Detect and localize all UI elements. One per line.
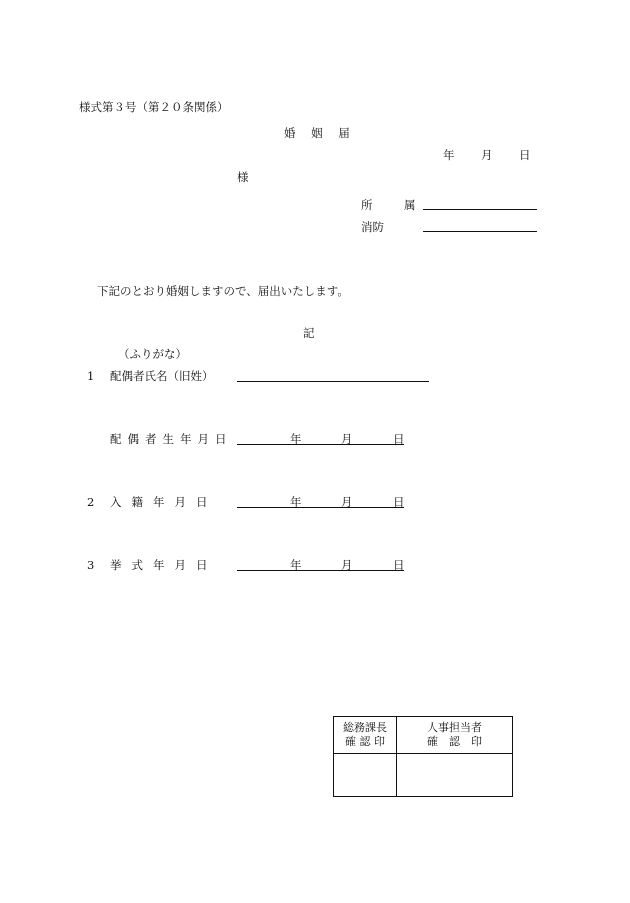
affiliation-label: 所 属 bbox=[361, 198, 426, 212]
department-field[interactable] bbox=[423, 218, 537, 232]
spouse-birth-label: 配偶者生年月日 bbox=[110, 432, 233, 446]
form-number: 様式第３号（第２０条関係） bbox=[79, 100, 229, 114]
general-affairs-title: 総務課長 bbox=[343, 721, 387, 734]
item1-label: 配偶者氏名（旧姓） bbox=[110, 369, 214, 383]
affiliation-field[interactable] bbox=[423, 196, 537, 210]
ki-heading: 記 bbox=[303, 326, 315, 340]
form-title: 婚 姻 届 bbox=[284, 126, 356, 140]
general-affairs-seal-label: 確 認 印 bbox=[345, 735, 385, 748]
spouse-birth-year: 年 bbox=[290, 432, 302, 446]
registration-date-field[interactable] bbox=[237, 494, 404, 508]
general-affairs-header bbox=[334, 717, 397, 754]
spouse-birth-date-field[interactable] bbox=[237, 431, 404, 445]
item3-label: 挙式年月日 bbox=[110, 558, 218, 572]
general-affairs-stamp-cell[interactable] bbox=[334, 754, 397, 797]
spouse-birth-month: 月 bbox=[341, 432, 353, 446]
hr-staff-title: 人事担当者 bbox=[427, 721, 482, 734]
spouse-name-field[interactable] bbox=[237, 368, 429, 382]
header-day-label: 日 bbox=[519, 148, 531, 162]
ceremony-date-field[interactable] bbox=[237, 557, 404, 571]
registration-day: 日 bbox=[393, 495, 405, 509]
statement-text: 下記のとおり婚姻しますので、届出いたします。 bbox=[97, 284, 349, 298]
addressee-suffix: 様 bbox=[237, 170, 249, 184]
approval-stamp-table bbox=[333, 716, 513, 797]
item3-number: 3 bbox=[87, 558, 95, 572]
item2-number: 2 bbox=[87, 495, 95, 509]
header-month-label: 月 bbox=[481, 148, 493, 162]
hr-staff-stamp-cell[interactable] bbox=[397, 754, 513, 797]
hr-staff-header bbox=[397, 717, 513, 754]
ceremony-year: 年 bbox=[290, 558, 302, 572]
department-label: 消防 bbox=[361, 220, 384, 234]
registration-month: 月 bbox=[341, 495, 353, 509]
ceremony-day: 日 bbox=[393, 558, 405, 572]
registration-year: 年 bbox=[290, 495, 302, 509]
header-year-label: 年 bbox=[443, 148, 455, 162]
item2-label: 入籍年月日 bbox=[110, 495, 218, 509]
spouse-birth-day: 日 bbox=[393, 432, 405, 446]
furigana-label: （ふりがな） bbox=[118, 347, 187, 361]
ceremony-month: 月 bbox=[341, 558, 353, 572]
hr-staff-seal-label: 確 認 印 bbox=[427, 735, 482, 748]
item1-number: 1 bbox=[87, 369, 95, 383]
